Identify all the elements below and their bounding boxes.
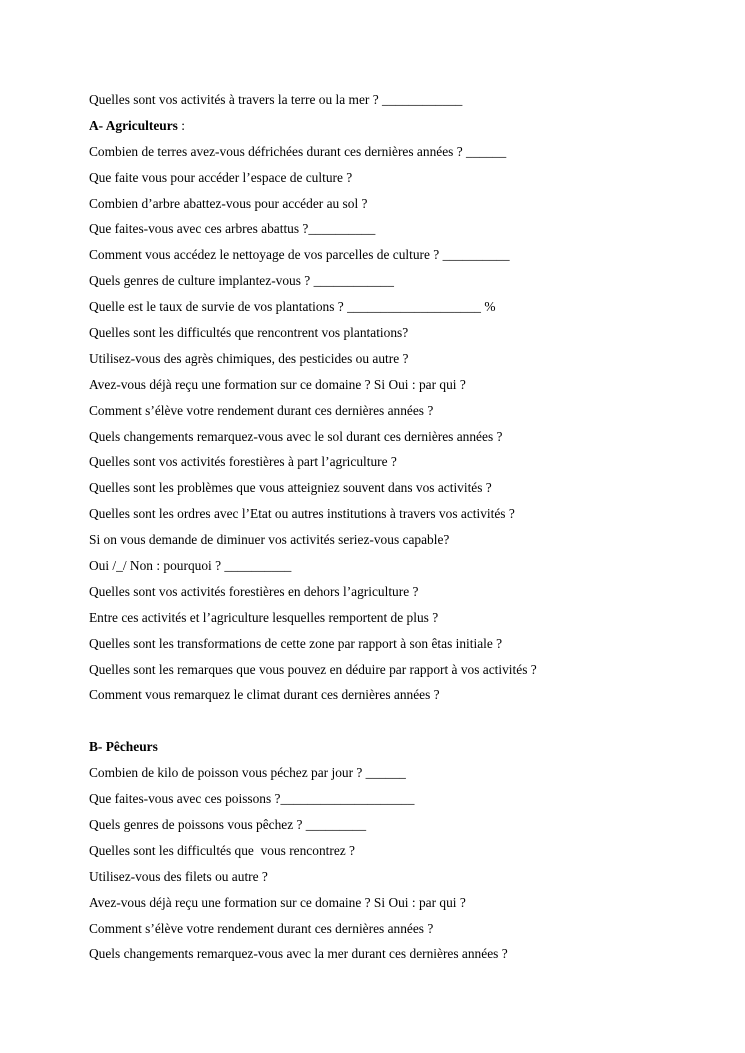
section-a-heading	[89, 113, 709, 139]
question-line: Avez-vous déjà reçu une formation sur ce domaine ? Si Oui : par qui ?	[89, 376, 466, 392]
question-line: Que faites-vous avec ces poissons ?____________________	[89, 791, 415, 807]
question-line: Quelles sont vos activités forestières en dehors l’agriculture ?	[89, 583, 419, 599]
intro-question: Quelles sont vos activités à travers la terre ou la mer ? ____________	[89, 92, 463, 107]
section-b-title: B- Pêcheurs	[89, 739, 158, 755]
question-line: Quelles sont les problèmes que vous atteigniez souvent dans vos activités ?	[89, 480, 492, 496]
question-line: Que faite vous pour accéder l’espace de culture ?	[89, 169, 353, 185]
question-line: Quels genres de culture implantez-vous ? ____________	[89, 273, 394, 289]
document-page	[89, 87, 709, 967]
question-line: Que faites-vous avec ces arbres abattus ?__________	[89, 221, 376, 237]
question-line: Utilisez-vous des agrès chimiques, des pesticides ou autre ?	[89, 350, 409, 366]
question-line: Quelle est le taux de survie de vos plantations ? ____________________ %	[89, 299, 496, 315]
question-line: Combien de kilo de poisson vous péchez par jour ? ______	[89, 765, 406, 781]
section-a-questions	[89, 139, 709, 709]
question-line: Avez-vous déjà reçu une formation sur ce domaine ? Si Oui : par qui ?	[89, 894, 466, 910]
question-line: Quelles sont les difficultés que vous rencontrez ?	[89, 842, 356, 858]
question-line: Comment vous remarquez le climat durant ces dernières années ?	[89, 687, 440, 703]
question-line: Utilisez-vous des filets ou autre ?	[89, 868, 268, 884]
question-line: Quelles sont les ordres avec l’Etat ou autres institutions à travers vos activités ?	[89, 506, 515, 522]
question-line: Si on vous demande de diminuer vos activités seriez-vous capable?	[89, 532, 450, 548]
question-line: Entre ces activités et l’agriculture lesquelles remportent de plus ?	[89, 609, 439, 625]
question-line: Combien d’arbre abattez-vous pour accéder au sol ?	[89, 195, 368, 211]
question-line: Comment s’élève votre rendement durant ces dernières années ?	[89, 920, 434, 936]
section-b-questions	[89, 760, 709, 967]
section-a-title: A- Agriculteurs	[89, 117, 178, 133]
question-line: Quels changements remarquez-vous avec le sol durant ces dernières années ?	[89, 428, 503, 444]
question-line: Quelles sont vos activités forestières à part l’agriculture ?	[89, 454, 397, 470]
question-line: Quels genres de poissons vous pêchez ? _________	[89, 816, 367, 832]
question-line: Comment s’élève votre rendement durant ces dernières années ?	[89, 402, 434, 418]
section-spacer	[89, 708, 709, 734]
question-line: Comment vous accédez le nettoyage de vos parcelles de culture ? __________	[89, 247, 510, 263]
question-line: Quelles sont les difficultés que rencontrent vos plantations?	[89, 325, 409, 341]
question-line: Quels changements remarquez-vous avec la mer durant ces dernières années ?	[89, 946, 508, 962]
question-line: Quelles sont les transformations de cette zone par rapport à son êtas initiale ?	[89, 635, 503, 651]
question-line: Quelles sont les remarques que vous pouvez en déduire par rapport à vos activités ?	[89, 661, 537, 677]
question-line: Oui /_/ Non : pourquoi ? __________	[89, 558, 292, 574]
section-a-title-colon: :	[177, 117, 185, 133]
question-line: Combien de terres avez-vous défrichées durant ces dernières années ? ______	[89, 143, 507, 159]
